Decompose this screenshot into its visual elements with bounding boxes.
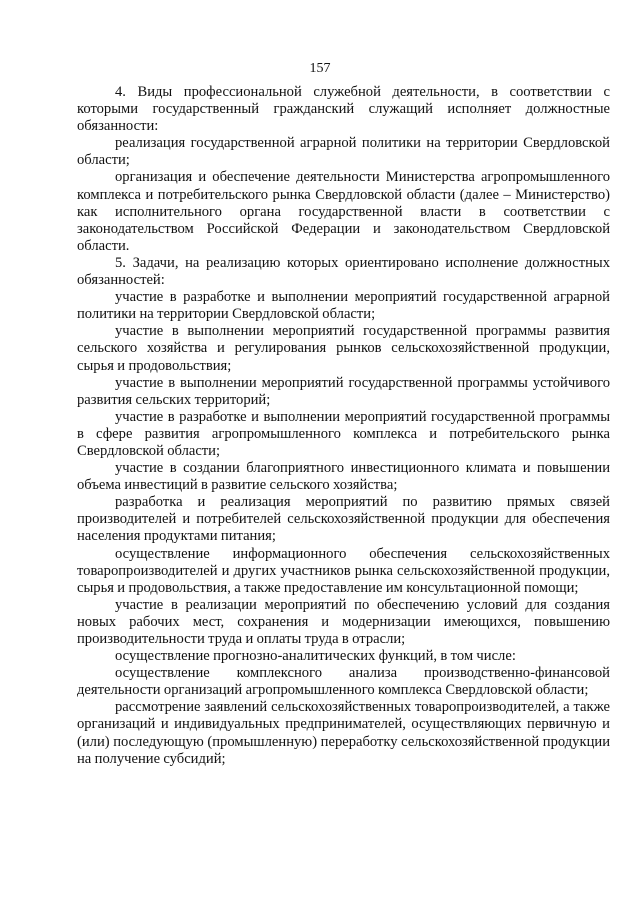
paragraph: 5. Задачи, на реализацию которых ориентировано исполнение должностных обязанностей:: [77, 254, 610, 289]
body-text: [77, 84, 610, 768]
paragraph: участие в выполнении мероприятий государственной программы развития сельского хозяйства и регулирования рынков сельскохозяйственной продукции, сырья и продовольствия;: [77, 323, 610, 374]
paragraph: разработка и реализация мероприятий по развитию прямых связей производителей и потребителей сельскохозяйственной продукции для обеспечения населения продуктами питания;: [77, 494, 610, 545]
paragraph: реализация государственной аграрной политики на территории Свердловской области;: [77, 135, 610, 169]
paragraph: рассмотрение заявлений сельскохозяйственных товаропроизводителей, а также организаций и индивидуальных предпринимателей, осуществляющих первичную и (или) последующую (промышленную) переработку сельскохозяйственной продукции на получение субсидий;: [77, 699, 610, 767]
paragraph: осуществление прогнозно-аналитических функций, в том числе:: [115, 648, 516, 665]
paragraph: участие в выполнении мероприятий государственной программы устойчивого развития сельских территорий;: [77, 374, 610, 408]
paragraph: участие в создании благоприятного инвестиционного климата и повышении объема инвестиций в развитие сельского хозяйства;: [77, 460, 610, 494]
page-number: 157: [309, 61, 331, 76]
paragraph: организация и обеспечение деятельности Министерства агропромышленного комплекса и потребительского рынка Свердловской области (далее – Министерство) как исполнительного органа государственной власти в соответствии с законодательством Российской Федерации и законодательством Свердловской области.: [77, 169, 610, 254]
paragraph: осуществление информационного обеспечения сельскохозяйственных товаропроизводителей и других участников рынка сельскохозяйственной продукции, сырья и продовольствия, а также предоставление им консультационной помощи;: [77, 545, 610, 596]
paragraph: участие в реализации мероприятий по обеспечению условий для создания новых рабочих мест, сохранения и модернизации имеющихся, повышению производительности труда и оплаты труда в отрасли;: [77, 596, 610, 647]
paragraph: участие в разработке и выполнении мероприятий государственной аграрной политики на территории Свердловской области;: [77, 289, 610, 323]
paragraph: участие в разработке и выполнении мероприятий государственной программы в сфере развития агропромышленного комплекса и потребительского рынка Свердловской области;: [77, 408, 610, 459]
paragraph: 4. Виды профессиональной служебной деятельности, в соответствии с которыми государственный гражданский служащий исполняет должностные обязанности:: [77, 84, 610, 135]
paragraph: осуществление комплексного анализа производственно-финансовой деятельности организаций агропромышленного комплекса Свердловской области;: [77, 665, 610, 699]
